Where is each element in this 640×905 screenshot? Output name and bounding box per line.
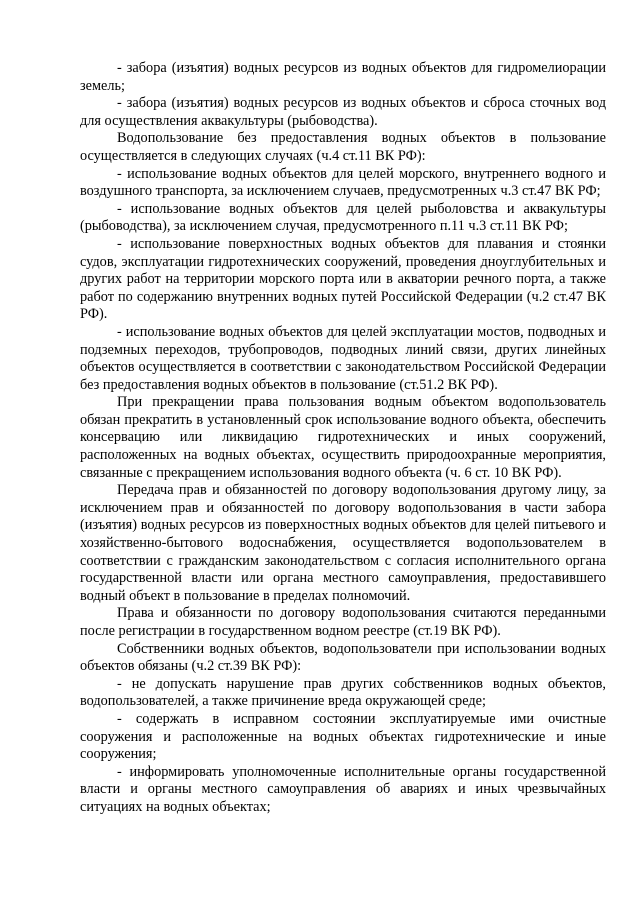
paragraph-1: - забора (изъятия) водных ресурсов из водных объектов для гидромелиорации земель; bbox=[80, 60, 606, 94]
paragraph-4: - использование водных объектов для целей морского, внутреннего водного и воздушного транспорта, за исключением случаев, предусмотренных ч.3 ст.47 ВК РФ; bbox=[80, 165, 606, 200]
paragraph-2: - забора (изъятия) водных ресурсов из водных объектов и сброса сточных вод для осуществления аквакультуры (рыбоводства). bbox=[80, 95, 606, 129]
paragraph-8: При прекращении права пользования водным объектом водопользователь обязан прекратить в установленный срок использование водного объекта, обеспечить консервацию или ликвидацию гидротехнических и иных сооружений, расположенных на водных объектах, осуществить природоохранные мероприятия, связанные с прекращением использования водного объекта (ч. 6 ст. 10 ВК РФ). bbox=[80, 394, 606, 481]
paragraph-6: - использование поверхностных водных объектов для плавания и стоянки судов, эксплуатации гидротехнических сооружений, проведения дноуглубительных и других работ на территории морского порта или в акватории речного порта, а также работ по содержанию внутренних водных путей Российской Федерации (ч.2 ст.47 ВК РФ). bbox=[80, 235, 606, 323]
paragraph-7: - использование водных объектов для целей эксплуатации мостов, подводных и подземных переходов, трубопроводов, подводных линий связи, других линейных объектов осуществляется в соответствии с законодательством Российской Федерации без предоставления водных объектов в пользование (ст.51.2 ВК РФ). bbox=[80, 323, 606, 393]
paragraph-11: Собственники водных объектов, водопользователи при использовании водных объектов обязаны (ч.2 ст.39 ВК РФ): bbox=[80, 640, 606, 675]
paragraph-12: - не допускать нарушение прав других собственников водных объектов, водопользователей, а также причинение вреда окружающей среде; bbox=[80, 675, 606, 710]
paragraph-13: - содержать в исправном состоянии эксплуатируемые ими очистные сооружения и расположенные на водных объектах гидротехнические и иные сооружения; bbox=[80, 710, 606, 763]
paragraph-14: - информировать уполномоченные исполнительные органы государственной власти и органы местного самоуправления об авариях и иных чрезвычайных ситуациях на водных объектах; bbox=[80, 763, 606, 815]
paragraph-9: Передача прав и обязанностей по договору водопользования другому лицу, за исключением прав и обязанностей по договору водопользования в части забора (изъятия) водных ресурсов из поверхностных водных объектов для целей питьевого и хозяйственно-бытового водоснабжения, осуществляется водопользователем в соответствии с гражданским законодательством с согласия исполнительного органа государственной власти или органа местного самоуправления, предоставившего водный объект в пользование в пределах полномочий. bbox=[80, 482, 606, 604]
paragraph-10: Права и обязанности по договору водопользования считаются переданными после регистрации в государственном водном реестре (ст.19 ВК РФ). bbox=[80, 605, 606, 639]
paragraph-5: - использование водных объектов для целей рыболовства и аквакультуры (рыбоводства), за исключением случая, предусмотренного п.11 ч.3 ст.11 ВК РФ; bbox=[80, 200, 606, 235]
paragraph-3: Водопользование без предоставления водных объектов в пользование осуществляется в следующих случаях (ч.4 ст.11 ВК РФ): bbox=[80, 130, 606, 164]
